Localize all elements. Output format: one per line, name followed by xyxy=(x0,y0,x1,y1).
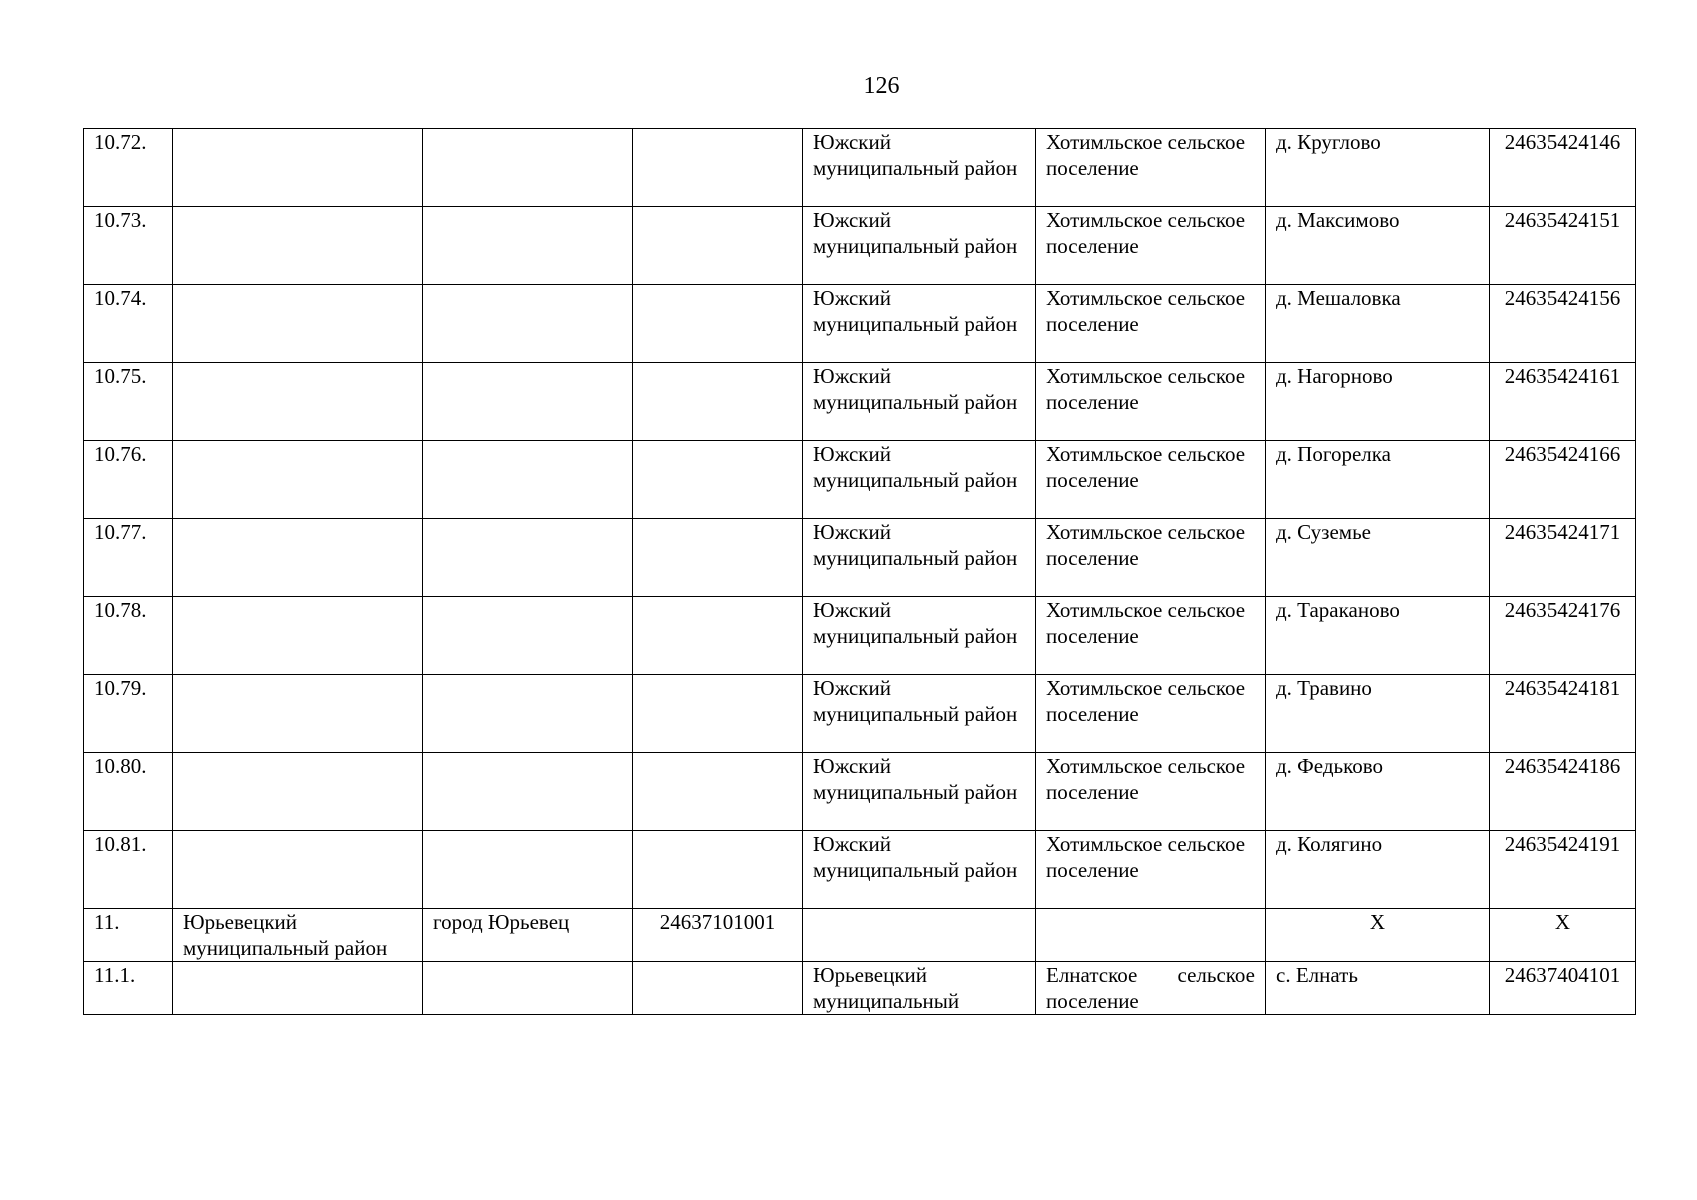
admin-center-cell xyxy=(423,285,633,363)
table-row xyxy=(84,285,1636,363)
locality-cell: д. Круглово xyxy=(1266,129,1490,207)
table-row xyxy=(84,597,1636,675)
oktmo-code-cell: 24635424156 xyxy=(1490,285,1636,363)
district-cell xyxy=(173,962,423,1015)
municipal-district-cell: Юрьевецкий муниципальный xyxy=(803,962,1036,1015)
oktmo-code-cell: 24635424161 xyxy=(1490,363,1636,441)
municipal-district-cell: Южский муниципальный район xyxy=(803,285,1036,363)
district-cell xyxy=(173,831,423,909)
district-cell xyxy=(173,441,423,519)
locality-cell: д. Колягино xyxy=(1266,831,1490,909)
settlements-table xyxy=(83,128,1636,1015)
settlement-cell: Хотимльское сельское поселение xyxy=(1036,675,1266,753)
admin-center-cell xyxy=(423,441,633,519)
admin-center-code-cell xyxy=(633,441,803,519)
admin-center-cell xyxy=(423,597,633,675)
district-cell: Юрьевецкий муниципальный район xyxy=(173,909,423,962)
admin-center-code-cell: 24637101001 xyxy=(633,909,803,962)
municipal-district-cell: Южский муниципальный район xyxy=(803,441,1036,519)
settlement-cell: Хотимльское сельское поселение xyxy=(1036,519,1266,597)
locality-cell: с. Елнать xyxy=(1266,962,1490,1015)
row-number: 11.1. xyxy=(84,962,173,1015)
row-number: 10.73. xyxy=(84,207,173,285)
district-cell xyxy=(173,129,423,207)
locality-cell: д. Погорелка xyxy=(1266,441,1490,519)
oktmo-code-cell: 24635424186 xyxy=(1490,753,1636,831)
table-row xyxy=(84,519,1636,597)
row-number: 11. xyxy=(84,909,173,962)
oktmo-code-cell: 24635424181 xyxy=(1490,675,1636,753)
admin-center-cell xyxy=(423,675,633,753)
row-number: 10.72. xyxy=(84,129,173,207)
admin-center-cell xyxy=(423,962,633,1015)
admin-center-cell: город Юрьевец xyxy=(423,909,633,962)
row-number: 10.78. xyxy=(84,597,173,675)
municipal-district-cell: Южский муниципальный район xyxy=(803,753,1036,831)
row-number: 10.77. xyxy=(84,519,173,597)
admin-center-code-cell xyxy=(633,129,803,207)
admin-center-code-cell xyxy=(633,831,803,909)
settlement-cell: Хотимльское сельское поселение xyxy=(1036,363,1266,441)
table-row xyxy=(84,831,1636,909)
oktmo-code-cell: 24635424191 xyxy=(1490,831,1636,909)
district-cell xyxy=(173,519,423,597)
municipal-district-cell: Южский муниципальный район xyxy=(803,363,1036,441)
oktmo-code-cell: 24637404101 xyxy=(1490,962,1636,1015)
admin-center-code-cell xyxy=(633,597,803,675)
settlement-cell xyxy=(1036,909,1266,962)
table-row xyxy=(84,962,1636,1015)
district-cell xyxy=(173,285,423,363)
locality-cell: Х xyxy=(1266,909,1490,962)
table-row xyxy=(84,441,1636,519)
municipal-district-cell: Южский муниципальный район xyxy=(803,129,1036,207)
locality-cell: д. Федьково xyxy=(1266,753,1490,831)
row-number: 10.75. xyxy=(84,363,173,441)
settlement-cell: Хотимльское сельское поселение xyxy=(1036,831,1266,909)
table-row xyxy=(84,753,1636,831)
oktmo-code-cell: 24635424176 xyxy=(1490,597,1636,675)
municipal-district-cell: Южский муниципальный район xyxy=(803,519,1036,597)
admin-center-code-cell xyxy=(633,675,803,753)
municipal-district-cell: Южский муниципальный район xyxy=(803,597,1036,675)
locality-cell: д. Тараканово xyxy=(1266,597,1490,675)
locality-cell: д. Мешаловка xyxy=(1266,285,1490,363)
settlement-cell: Хотимльское сельское поселение xyxy=(1036,207,1266,285)
municipal-district-cell: Южский муниципальный район xyxy=(803,831,1036,909)
table-row xyxy=(84,363,1636,441)
municipal-district-cell xyxy=(803,909,1036,962)
admin-center-code-cell xyxy=(633,962,803,1015)
district-cell xyxy=(173,597,423,675)
settlement-cell: Хотимльское сельское поселение xyxy=(1036,129,1266,207)
admin-center-cell xyxy=(423,363,633,441)
locality-cell: д. Нагорново xyxy=(1266,363,1490,441)
admin-center-cell xyxy=(423,207,633,285)
row-number: 10.80. xyxy=(84,753,173,831)
admin-center-code-cell xyxy=(633,519,803,597)
row-number: 10.74. xyxy=(84,285,173,363)
district-cell xyxy=(173,753,423,831)
settlement-cell: Хотимльское сельское поселение xyxy=(1036,753,1266,831)
settlement-cell: Хотимльское сельское поселение xyxy=(1036,285,1266,363)
oktmo-code-cell: 24635424146 xyxy=(1490,129,1636,207)
municipal-district-cell: Южский муниципальный район xyxy=(803,675,1036,753)
oktmo-code-cell: 24635424166 xyxy=(1490,441,1636,519)
admin-center-cell xyxy=(423,831,633,909)
district-cell xyxy=(173,675,423,753)
table-row xyxy=(84,129,1636,207)
row-number: 10.76. xyxy=(84,441,173,519)
locality-cell: д. Суземье xyxy=(1266,519,1490,597)
settlement-cell: Хотимльское сельское поселение xyxy=(1036,441,1266,519)
locality-cell: д. Травино xyxy=(1266,675,1490,753)
settlement-cell: Елнатское сельское поселение xyxy=(1036,962,1266,1015)
admin-center-code-cell xyxy=(633,753,803,831)
admin-center-code-cell xyxy=(633,285,803,363)
admin-center-code-cell xyxy=(633,207,803,285)
district-cell xyxy=(173,207,423,285)
admin-center-cell xyxy=(423,129,633,207)
oktmo-code-cell: 24635424171 xyxy=(1490,519,1636,597)
admin-center-code-cell xyxy=(633,363,803,441)
row-number: 10.81. xyxy=(84,831,173,909)
oktmo-code-cell: Х xyxy=(1490,909,1636,962)
oktmo-code-cell: 24635424151 xyxy=(1490,207,1636,285)
row-number: 10.79. xyxy=(84,675,173,753)
table-row xyxy=(84,675,1636,753)
settlement-cell: Хотимльское сельское поселение xyxy=(1036,597,1266,675)
page-number: 126 xyxy=(863,73,900,99)
district-cell xyxy=(173,363,423,441)
admin-center-cell xyxy=(423,519,633,597)
municipal-district-cell: Южский муниципальный район xyxy=(803,207,1036,285)
locality-cell: д. Максимово xyxy=(1266,207,1490,285)
admin-center-cell xyxy=(423,753,633,831)
table-row xyxy=(84,207,1636,285)
table-row xyxy=(84,909,1636,962)
